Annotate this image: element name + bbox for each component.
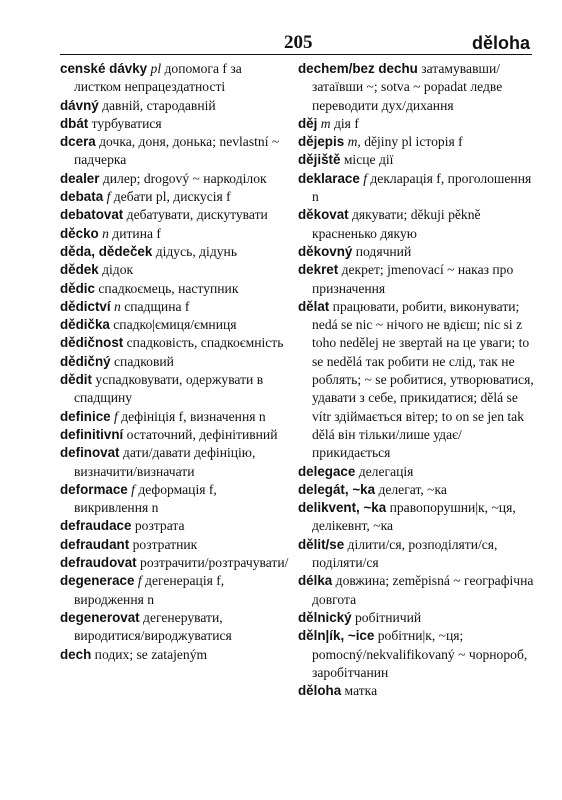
- entry-headword: degenerace: [60, 573, 135, 589]
- entry-headword: definovat: [60, 445, 120, 461]
- entry-translation: спадковий: [110, 353, 174, 369]
- dictionary-entry: [60, 426, 290, 444]
- entry-grammar: n: [114, 298, 121, 314]
- entry-grammar: m: [320, 115, 331, 131]
- dictionary-entry: [298, 133, 536, 151]
- entry-headword: deformace: [60, 481, 128, 497]
- dictionary-entry: [60, 115, 290, 133]
- entry-translation: місце дії: [340, 152, 394, 168]
- entry-grammar: f: [131, 481, 135, 497]
- entry-headword: dech: [60, 646, 92, 662]
- entry-headword: dělit/se: [298, 536, 345, 552]
- dictionary-entry: [298, 243, 536, 261]
- dictionary-entry: [298, 609, 536, 627]
- dictionary-entry: [298, 627, 536, 682]
- entry-grammar: m: [347, 134, 358, 150]
- entry-translation: матка: [341, 683, 378, 699]
- dictionary-entry: [298, 481, 536, 499]
- entry-headword: děj: [298, 115, 318, 131]
- dictionary-entry: [60, 371, 290, 408]
- entry-translation: працювати, робити, виконувати; nedá se nic ~ нічого не вдієш; nic si z toho nedělej не звертай на це уваги; to se nedělá так робити не слід, так не роблять; ~ se робитися, утворюватися, удавати з себе, прикидатися; dělá se vítr здіймається вітер; to on se jen tak dělá він тільки/лише удає/прикидається: [312, 298, 534, 461]
- page-header: [60, 30, 532, 55]
- entry-translation: спадко|ємиця/ємниця: [109, 317, 237, 333]
- entry-headword: defraudovat: [60, 555, 137, 571]
- dictionary-entry: [298, 298, 536, 463]
- entry-headword: definice: [60, 408, 111, 424]
- entry-headword: dědičný: [60, 353, 111, 369]
- entry-headword: děda, dědeček: [60, 243, 153, 259]
- dictionary-entry: [60, 353, 290, 371]
- entry-headword: debata: [60, 189, 104, 205]
- entry-translation: дідусь, дідунь: [152, 243, 238, 259]
- entry-headword: debatovat: [60, 207, 124, 223]
- entry-headword: dekret: [298, 262, 339, 278]
- dictionary-entry: [60, 609, 290, 646]
- dictionary-entry: [60, 243, 290, 261]
- entry-translation: довжина; zeměpisná ~ географічна довгота: [312, 573, 534, 607]
- entry-headword: děloha: [298, 683, 342, 699]
- dictionary-entry: [298, 206, 536, 243]
- entry-translation: дебати pl, дискусія f: [110, 189, 231, 205]
- entry-translation: , dějiny pl історія f: [357, 134, 463, 150]
- entry-translation: ділити/ся, розподіляти/ся, поділяти/ся: [312, 536, 498, 571]
- dictionary-entry: [298, 536, 536, 573]
- entry-headword: dějiště: [298, 152, 341, 168]
- entry-translation: дегенерувати, виродитися/вироджуватися: [74, 609, 232, 644]
- dictionary-entry: [60, 316, 290, 334]
- dictionary-entry: [298, 499, 536, 536]
- running-head: děloha: [471, 33, 530, 53]
- entry-translation: спадкоємець, наступник: [94, 280, 239, 296]
- entry-translation: делегат, ~ка: [375, 481, 447, 497]
- dictionary-entry: [298, 682, 536, 700]
- entry-translation: дефініція f, визначення n: [117, 408, 266, 424]
- entry-translation: дегенерація f, виродження n: [74, 573, 225, 607]
- entry-translation: дилер; drogový ~ наркоділок: [99, 170, 267, 186]
- entry-headword: dealer: [60, 170, 100, 186]
- entry-grammar: f: [114, 408, 118, 424]
- dictionary-entry: [60, 554, 290, 572]
- entry-headword: delikvent, ~ka: [298, 500, 387, 516]
- entry-headword: delegace: [298, 463, 356, 479]
- entry-translation: допомога f за листком непрацездатності: [74, 61, 242, 95]
- entry-headword: dělnický: [298, 609, 352, 625]
- entry-headword: dědek: [60, 262, 99, 278]
- entry-translation: робітничий: [351, 609, 422, 625]
- entry-headword: delegát, ~ka: [298, 481, 376, 497]
- entry-headword: délka: [298, 573, 333, 589]
- entry-headword: censké dávky: [60, 61, 148, 76]
- entry-headword: dbát: [60, 115, 89, 131]
- entry-translation: правопорушни|к, ~ця, делікевнт, ~ка: [312, 500, 516, 534]
- dictionary-entry: [298, 170, 536, 207]
- entry-headword: dědičnost: [60, 335, 124, 351]
- entry-translation: дідок: [98, 262, 134, 278]
- entry-headword: děcko: [60, 225, 99, 241]
- entry-translation: подих; se zatajeným: [91, 646, 208, 662]
- right-column: [298, 60, 536, 700]
- entry-headword: dávný: [60, 97, 99, 113]
- dictionary-entry: [60, 280, 290, 298]
- entry-headword: deklarace: [298, 170, 360, 186]
- dictionary-entry: [298, 572, 536, 609]
- entry-translation: подячний: [352, 243, 412, 259]
- entry-headword: dechem/bez dechu: [298, 61, 418, 76]
- entry-translation: розтратник: [129, 536, 198, 552]
- entry-headword: dědička: [60, 317, 110, 333]
- entry-grammar: f: [106, 189, 111, 205]
- entry-translation: розтрата: [131, 518, 185, 534]
- dictionary-entry: [298, 463, 536, 481]
- entry-translation: дякувати; děkuji pěkně красненько дякую: [312, 207, 481, 241]
- dictionary-entry: [298, 115, 536, 133]
- entry-headword: defraudace: [60, 518, 132, 534]
- entry-grammar: f: [363, 170, 367, 186]
- entry-translation: делегація: [355, 463, 414, 479]
- entry-headword: dědit: [60, 372, 92, 388]
- entry-grammar: n: [102, 225, 109, 241]
- entry-headword: děkovný: [298, 243, 353, 259]
- dictionary-entry: [60, 261, 290, 279]
- dictionary-entry: [60, 206, 290, 224]
- entry-headword: degenerovat: [60, 609, 140, 625]
- dictionary-entry: [60, 170, 290, 188]
- entry-translation: декрет; jmenovací ~ наказ про призначення: [312, 262, 514, 296]
- dictionary-entry: [60, 334, 290, 352]
- dictionary-entry: [60, 188, 290, 206]
- entry-translation: давній, стародавній: [98, 97, 216, 113]
- entry-translation: остаточний, дефінітивний: [123, 426, 278, 442]
- dictionary-entry: [60, 646, 290, 664]
- entry-translation: декларація f, проголошення n: [312, 170, 532, 205]
- entry-headword: dělat: [298, 298, 330, 314]
- entry-translation: дія f: [330, 115, 359, 131]
- entry-translation: турбуватися: [88, 115, 162, 131]
- dictionary-entry: [60, 225, 290, 243]
- dictionary-entry: [60, 408, 290, 426]
- entry-headword: dějepis: [298, 134, 345, 150]
- dictionary-entry: [60, 97, 290, 115]
- dictionary-entry: [298, 60, 536, 115]
- entry-translation: успадковувати, одержувати в спадщину: [74, 372, 264, 406]
- entry-translation: спадковість, спадкоємність: [123, 335, 284, 351]
- entry-headword: dcera: [60, 134, 96, 150]
- dictionary-entry: [60, 444, 290, 481]
- entry-translation: розтрачити/розтрачувати/: [136, 555, 289, 571]
- dictionary-entry: [60, 298, 290, 316]
- entry-grammar: f: [137, 573, 142, 589]
- entry-translation: робітни|к, ~ця; pomocný/nekvalifikovaný ~ чорнороб, заробітчанин: [312, 628, 528, 680]
- dictionary-entry: [60, 572, 290, 609]
- entry-headword: defraudant: [60, 536, 130, 552]
- entry-translation: дитина f: [108, 225, 161, 241]
- entry-translation: спадщина f: [120, 298, 190, 314]
- entry-headword: dědictví: [60, 298, 111, 314]
- entry-grammar: pl: [150, 61, 162, 76]
- entry-translation: дочка, доня, донька; nevlastní ~ падчерка: [74, 134, 280, 168]
- entry-translation: дати/давати дефініцію, визначити/визначати: [74, 445, 256, 479]
- left-column: [60, 60, 290, 664]
- entry-translation: деформація f, викривлення n: [74, 481, 217, 516]
- dictionary-entry: [298, 261, 536, 298]
- dictionary-entry: [298, 151, 536, 169]
- entry-translation: дебатувати, дискутувати: [123, 207, 268, 223]
- entry-headword: definitivní: [60, 426, 124, 442]
- dictionary-entry: [60, 481, 290, 518]
- entry-headword: děkovat: [298, 207, 349, 223]
- entry-headword: dědic: [60, 280, 95, 296]
- dictionary-entry: [60, 517, 290, 535]
- entry-translation: затамувавши/затаївши ~; sotva ~ popadat ледве переводити дух/дихання: [312, 61, 503, 113]
- dictionary-entry: [60, 133, 290, 170]
- page-number: 205: [284, 32, 313, 53]
- dictionary-entry: [60, 60, 290, 97]
- entry-headword: děln|ík, ~ice: [298, 628, 375, 644]
- dictionary-entry: [60, 536, 290, 554]
